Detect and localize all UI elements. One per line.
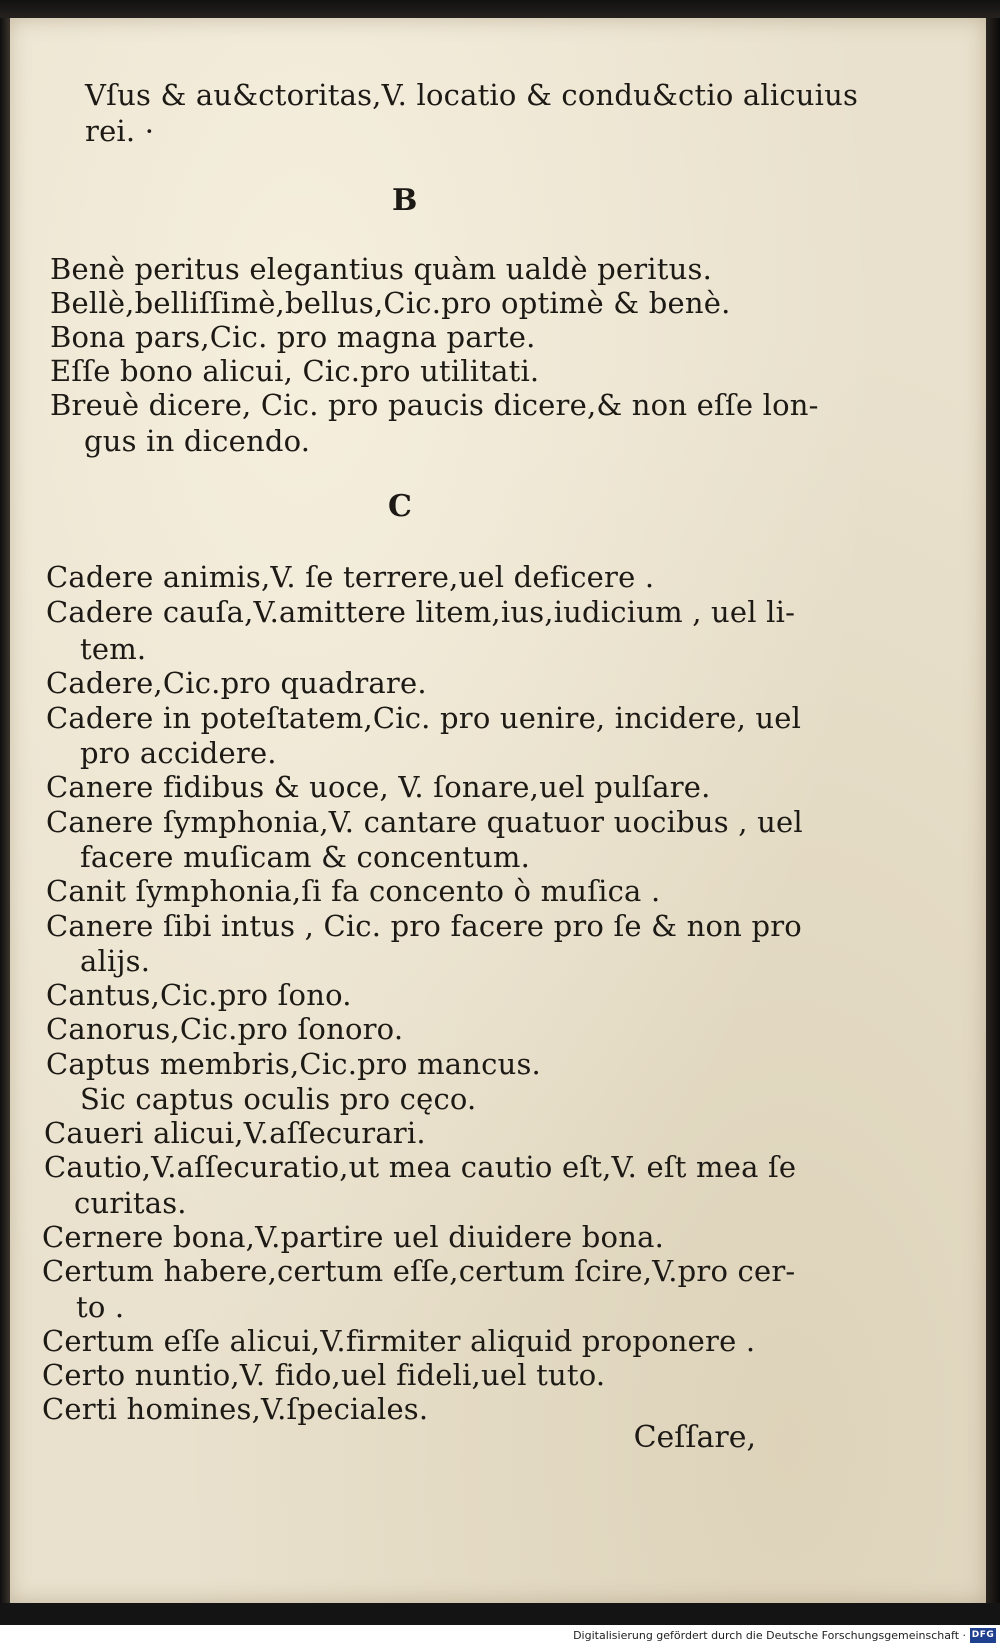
entry-line-continuation: gus in dicendo. bbox=[84, 424, 311, 458]
entry-line-continuation: to . bbox=[76, 1290, 125, 1324]
entry-line: Caueri alicui,V.aſſecurari. bbox=[44, 1116, 426, 1150]
catchword: Ceſſare, bbox=[633, 1420, 756, 1455]
entry-line: Certi homines,V.ſpeciales. bbox=[42, 1392, 429, 1426]
funding-credit: Digitalisierung gefördert durch die Deutsche Forschungsgemeinschaft · bbox=[573, 1629, 966, 1642]
entry-line: Certum eſſe alicui,V.firmiter aliquid proponere . bbox=[42, 1324, 756, 1358]
entry-line-continuation: pro accidere. bbox=[80, 736, 277, 770]
entry-line: Cadere cauſa,V.amittere litem,ius,iudicium , uel li- bbox=[46, 595, 796, 629]
entry-line: Eſſe bono alicui, Cic.pro utilitati. bbox=[50, 354, 540, 388]
entry-line: Benè peritus elegantius quàm ualdè peritus. bbox=[50, 252, 712, 286]
digitization-footer bbox=[0, 1625, 1000, 1648]
text-line: rei. · bbox=[85, 114, 155, 148]
entry-line-continuation: tem. bbox=[80, 632, 147, 666]
entry-line: Canere ſymphonia,V. cantare quatuor uocibus , uel bbox=[46, 805, 803, 839]
entry-line-continuation: alijs. bbox=[80, 944, 151, 978]
entry-line: Canere ſibi intus , Cic. pro facere pro ſe & non pro bbox=[46, 909, 802, 943]
scan-bottom-border bbox=[0, 1603, 1000, 1625]
entry-line: Bona pars,Cic. pro magna parte. bbox=[50, 320, 536, 354]
scan-right-border bbox=[986, 18, 1000, 1603]
entry-line: Cadere,Cic.pro quadrare. bbox=[46, 666, 427, 700]
entry-line-continuation: Sic captus oculis pro cęco. bbox=[80, 1082, 477, 1116]
entry-line: Bellè,belliſſimè,bellus,Cic.pro optimè & benè. bbox=[50, 286, 731, 320]
text-line: Vſus & au&ctoritas,V. locatio & condu&ctio alicuius bbox=[85, 78, 859, 112]
entry-line: Canorus,Cic.pro ſonoro. bbox=[46, 1012, 404, 1046]
entry-line: Canere fidibus & uoce, V. ſonare,uel pulſare. bbox=[46, 770, 711, 804]
entry-line-continuation: facere muſicam & concentum. bbox=[80, 840, 531, 874]
entry-line: Breuè dicere, Cic. pro paucis dicere,& non eſſe lon- bbox=[50, 388, 819, 422]
entry-line: Canit ſymphonia,ſi fa concento ò muſica . bbox=[46, 874, 661, 908]
dfg-logo: DFG bbox=[970, 1628, 996, 1643]
entry-line: Cautio,V.aſſecuratio,ut mea cautio eſt,V. eſt mea ſe bbox=[44, 1150, 797, 1184]
entry-line: Cernere bona,V.partire uel diuidere bona. bbox=[42, 1220, 664, 1254]
section-heading-c: C bbox=[388, 489, 412, 524]
entry-line: Cadere animis,V. ſe terrere,uel deficere . bbox=[46, 560, 655, 594]
entry-line: Cadere in poteſtatem,Cic. pro uenire, incidere, uel bbox=[46, 701, 802, 735]
entry-line: Captus membris,Cic.pro mancus. bbox=[46, 1047, 541, 1081]
scan-left-border bbox=[0, 18, 10, 1603]
section-heading-b: B bbox=[392, 183, 418, 218]
entry-line: Certum habere,certum eſſe,certum ſcire,V.pro cer- bbox=[42, 1254, 796, 1288]
entry-line: Cantus,Cic.pro ſono. bbox=[46, 978, 352, 1012]
entry-line: Certo nuntio,V. fido,uel fideli,uel tuto. bbox=[42, 1358, 606, 1392]
entry-line-continuation: curitas. bbox=[74, 1186, 187, 1220]
